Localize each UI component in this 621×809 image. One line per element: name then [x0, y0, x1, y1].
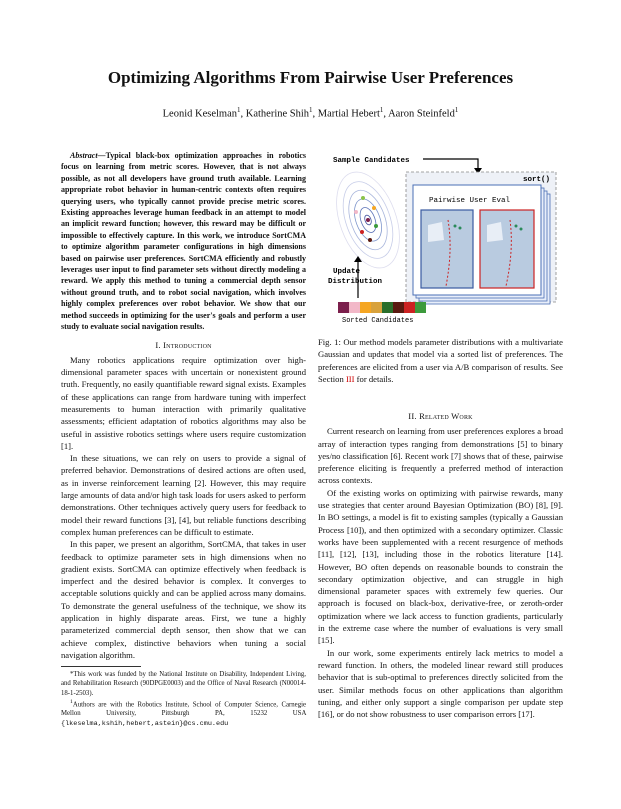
intro-paragraph: Many robotics applications require optimization over high-dimensional parameter spaces with uncertain or nonexistent ground truth. Frequently, no easily quantifiable reward signal exists. Examples of these applications can range from hardware tuning with imperfect measurements to human interaction with primarily qualitative assessments; efficient adaptation of robotics algorithms may also be useful in assistive robotics settings where users require customization [1]. [61, 354, 306, 451]
related-paragraph: Current research on learning from user preferences explores a broad array of interaction types ranging from demonstrations [5] to binary yes/no classification [6]. Recent work [7] shows that of these, pairwise preference eliciting is frequently a preferred method of interaction across contexts. [318, 426, 563, 486]
method-diagram [318, 150, 563, 330]
update-label: Update [333, 268, 361, 276]
right-column [318, 404, 563, 720]
candidate-swatch [360, 302, 371, 313]
author-emails: {lkeselma,kshih,hebert,astein}@cs.cmu.edu [61, 719, 229, 728]
section-heading-introduction: I. Introduction [155, 339, 212, 350]
abstract: Abstract—Typical black-box optimization approaches in robotics focus on learning from metric scores. However, that is not always possible, as not all developers have ground truth available. Learning appropriate robot behavior in human-centric contexts often requires querying users, who typically cannot provide precise metric scores. Existing approaches leverage human feedback in an attempt to model an implicit reward function; however, this reward may be difficult or impossible to effectively capture. In this work, we introduce SortCMA to optimize algorithm parameter configurations in high dimensions based on pairwise user preferences. SortCMA efficiently and robustly leverages user input to find parameter sets without directly modeling a reward. We apply this method to tuning a commercial depth sensor without ground truth, and to robot social navigation, which involves highly complex preferences over robot behavior. We show that our method succeeds in optimizing for the user's goals and perform a user study to evaluate social navigation results. [61, 151, 306, 332]
candidate-swatch [382, 302, 393, 313]
sorted-candidates-label: Sorted Candidates [342, 317, 414, 325]
related-paragraph: Of the existing works on optimizing with pairwise rewards, many use strategies that center around Bayesian Optimization (BO) [8], [9]. In BO settings, a model is fit to existing samples (typically a Gaussian Process [10]), and then optimized with a secondary optimizer. Classic works have been supplemented with a recent resurgence of methods [11], [12], [13], including those in the robotics literature [14]. However, BO often depends on reasonable bounds to constrain the secondary optimization objective, and can struggle in high dimensional parameter spaces with extremely few queries. Our approach is focused on black-box, derivative-free, or zeroth-order optimization where we lack access to function gradients, particularly in the extreme case where the number of evaluations is very small [15]. [318, 487, 563, 646]
arrow-to-sort [423, 159, 478, 170]
candidate-swatch [349, 302, 360, 313]
author-list: Leonid Keselman$^1$, Katherine Shih$^1$, Martial Hebert$^1$, Aaron Steinfeld$^1$ [162, 106, 459, 120]
intro-paragraph: In these situations, we can rely on users to provide a signal of preferred behavior. Demonstrations of desired actions are often used, as in inverse reinforcement learning [2]. However, this may require large amounts of data and/or high task loads for users asked to perform demonstrations. Other techniques actively query users for feedback to model their reward functions [3], [4], but reliable functions describing complex human preferences can be difficult to estimate. [61, 453, 306, 537]
svg-text:Distribution: Distribution [328, 278, 383, 286]
candidate-swatch [415, 302, 426, 313]
footnote-rule [61, 666, 141, 667]
footnote-funding: *This work was funded by the National Institute on Disability, Independent Living, and Rehabilitation Research (90DPGE0003) and the Office of Naval Research (N00014-18-1-2503). [61, 671, 306, 697]
candidate-swatch [404, 302, 415, 313]
related-paragraph: In our work, some experiments entirely lack metrics to model a reward function. In others, the modeled linear reward still produces behavior that is sub-optimal to preferences directly solicited from the user. Similar methods focus on other applications than algorithm tuning, and either only support a single comparison per update step [16], or do not show robustness to user comparison errors [17]. [318, 647, 563, 720]
candidate-a [421, 210, 473, 288]
sort-label: sort() [523, 176, 551, 184]
pairwise-eval-label: Pairwise User Eval [429, 197, 511, 205]
author-name: Aaron Steinfeld [388, 108, 455, 120]
left-column [61, 150, 306, 729]
candidate-swatch [371, 302, 382, 313]
author-name: Katherine Shih [245, 108, 310, 120]
candidate-b [480, 210, 534, 288]
sorted-candidate-swatches [338, 302, 426, 313]
section-heading-related-work: II. Related Work [408, 411, 473, 421]
candidate-swatch [338, 302, 349, 313]
author-name: Leonid Keselman [162, 108, 237, 120]
intro-paragraph: In this paper, we present an algorithm, SortCMA, that takes in user feedback to optimize parameter sets in high dimensions when no gradient exists. SortCMA can optimize effectively when feedback is imperfect and the desired behavior is complex. It converges to acceptable solutions quickly and can be applied across many domains. To demonstrate the general usefulness of the technique, we show its application in highly disparate areas. First, we tune a highly parameterized commercial depth sensor, then show that we can achieve complex, distinctive behaviors when tuning a social navigation algorithm. [61, 539, 306, 660]
candidate-swatch [393, 302, 404, 313]
footnote-affiliation: $^1$Authors are with the Robotics Institute, School of Computer Science, Carnegie Mellon University, Pittsburgh PA, 15232 USA {lkeselma,kshih,hebert,astein}@cs.cmu.edu [61, 698, 306, 728]
author-name: Martial Hebert [317, 108, 380, 120]
figure-1 [318, 150, 563, 330]
figure-caption: Fig. 1: Our method models parameter distributions with a multivariate Gaussian and updates that model via a sorted list of preferences. The preferences are elicited from a user via A/B comparison of results. See Section III for details. [318, 337, 563, 384]
sample-candidates-label: Sample Candidates [333, 157, 410, 165]
paper-title: Optimizing Algorithms From Pairwise User Preferences [107, 68, 514, 87]
